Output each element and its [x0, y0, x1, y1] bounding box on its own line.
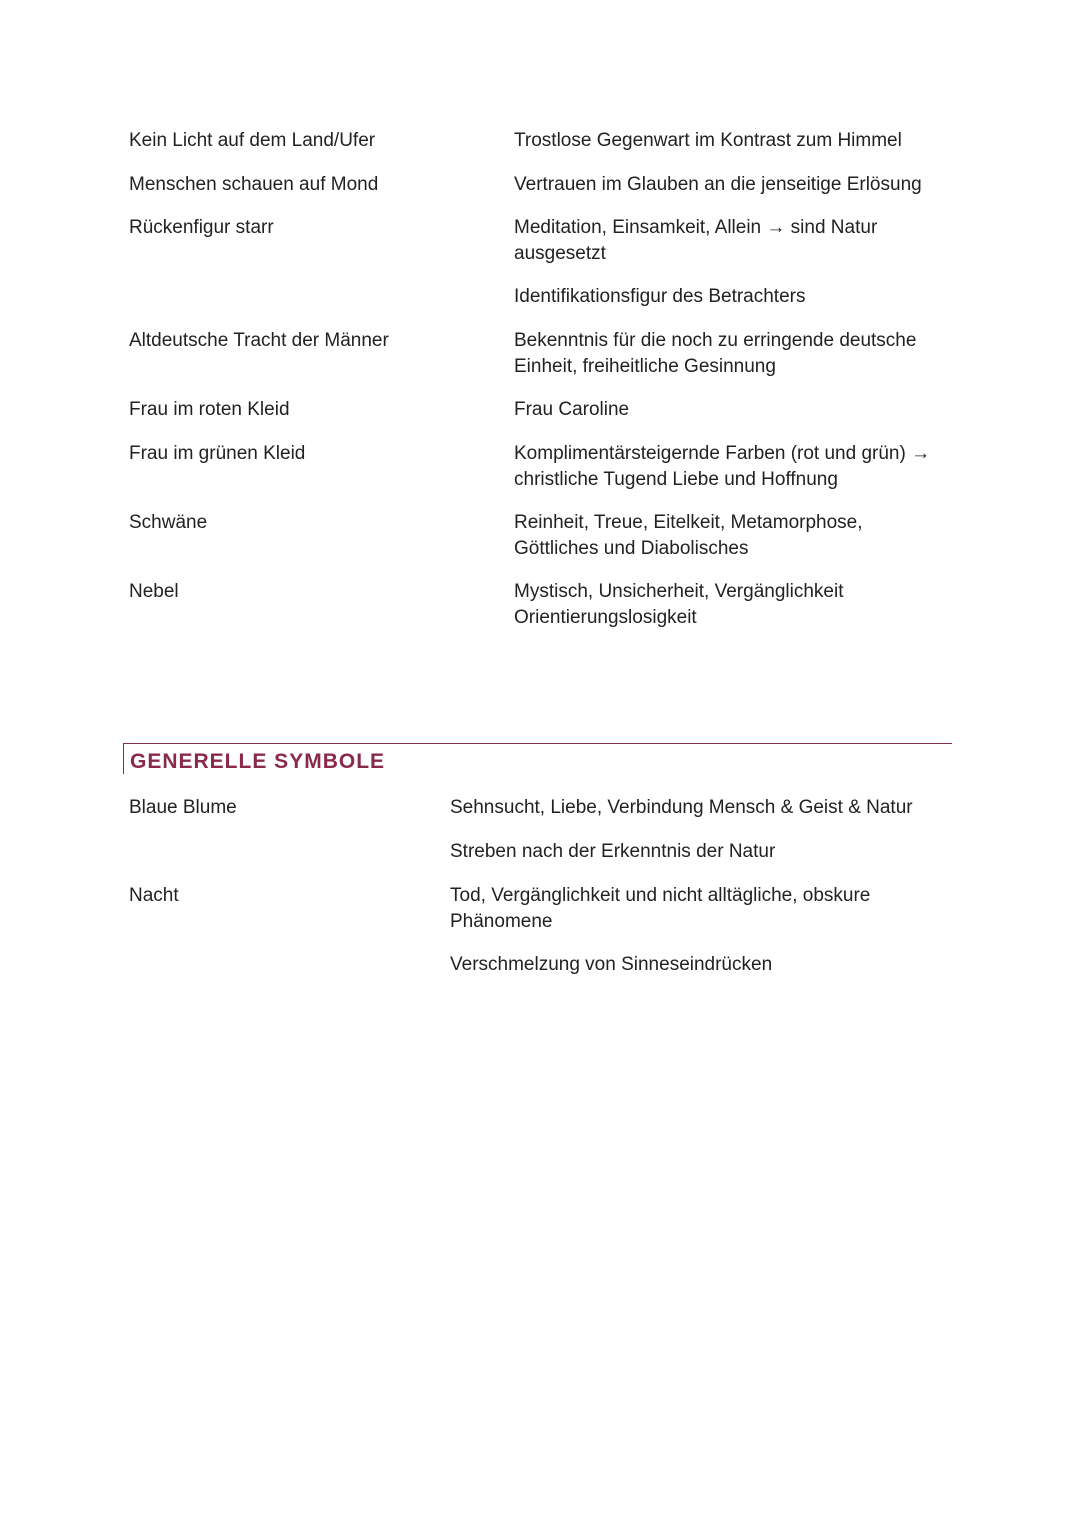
- section-divider-tick: [123, 743, 124, 774]
- section-title: GENERELLE SYMBOLE: [130, 750, 386, 773]
- symbol-meaning: Vertrauen im Glauben an die jenseitige Erlösung: [514, 174, 922, 195]
- symbol-label: Blaue Blume: [129, 797, 237, 818]
- symbol-label: Frau im roten Kleid: [129, 399, 290, 420]
- symbol-label: Nebel: [129, 581, 179, 602]
- symbol-meaning: Verschmelzung von Sinneseindrücken: [450, 954, 773, 975]
- symbol-label: Schwäne: [129, 512, 208, 533]
- symbol-label: Frau im grünen Kleid: [129, 443, 306, 464]
- symbol-meaning: Meditation, Einsamkeit, Allein → sind Natur ausgesetzt: [514, 217, 878, 264]
- symbol-meaning: Bekenntnis für die noch zu erringende deutsche Einheit, freiheitliche Gesinnung: [514, 330, 917, 377]
- symbol-meaning: Identifikationsfigur des Betrachters: [514, 286, 806, 307]
- symbol-meaning: Sehnsucht, Liebe, Verbindung Mensch & Geist & Natur: [450, 797, 913, 818]
- section-divider: [123, 743, 952, 744]
- symbol-meaning: Tod, Vergänglichkeit und nicht alltägliche, obskure Phänomene: [450, 885, 871, 932]
- symbol-meaning: Komplimentärsteigernde Farben (rot und grün) → christliche Tugend Liebe und Hoffnung: [514, 443, 931, 490]
- symbol-meaning: Frau Caroline: [514, 399, 630, 420]
- symbol-label: Kein Licht auf dem Land/Ufer: [129, 130, 376, 151]
- symbol-label: Menschen schauen auf Mond: [129, 174, 379, 195]
- symbol-label: Rückenfigur starr: [129, 217, 274, 238]
- symbol-meaning: Streben nach der Erkenntnis der Natur: [450, 841, 776, 862]
- symbol-meaning: Reinheit, Treue, Eitelkeit, Metamorphose, Göttliches und Diabolisches: [514, 512, 863, 559]
- symbol-meaning: Mystisch, Unsicherheit, Vergänglichkeit Orientierungslosigkeit: [514, 581, 844, 628]
- symbol-label: Altdeutsche Tracht der Männer: [129, 330, 389, 351]
- symbol-meaning: Trostlose Gegenwart im Kontrast zum Himmel: [514, 130, 902, 151]
- symbol-label: Nacht: [129, 885, 179, 906]
